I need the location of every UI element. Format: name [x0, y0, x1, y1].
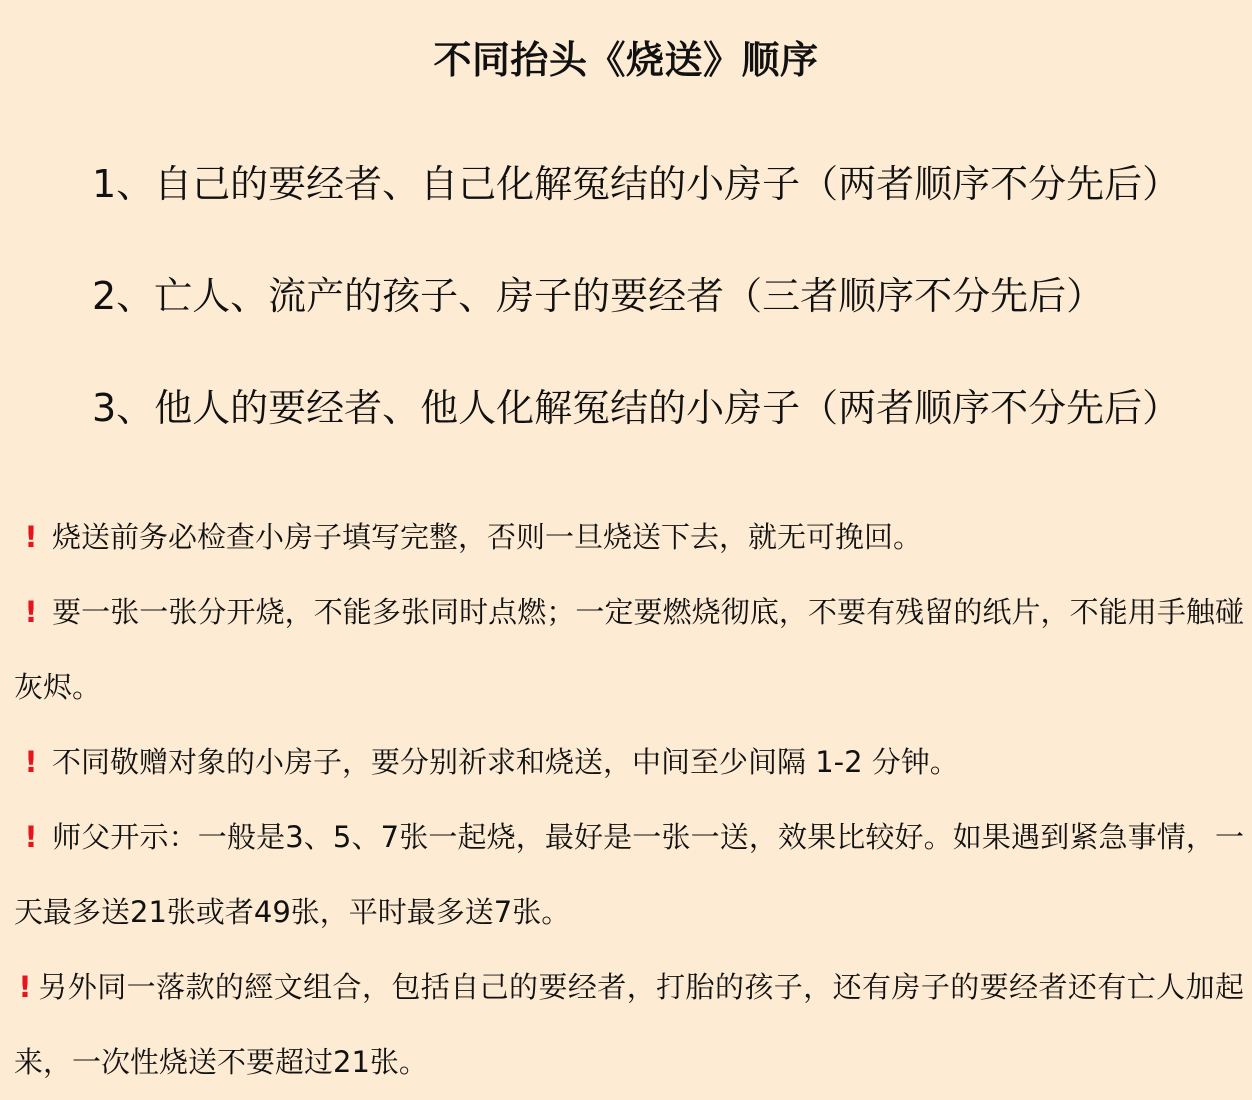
- note-4: [14, 800, 1244, 950]
- note-3: [14, 725, 1244, 800]
- exclamation-icon: !: [24, 520, 38, 554]
- note-1: [14, 500, 1244, 575]
- order-item-1: 1、自己的要经者、自己化解冤结的小房子（两者顺序不分先后）: [92, 162, 1181, 206]
- note-text: 不同敬赠对象的小房子，要分别祈求和烧送，中间至少间隔 1-2 分钟。: [52, 745, 959, 779]
- note-text: 要一张一张分开烧，不能多张同时点燃；一定要燃烧彻底，不要有残留的纸片，不能用手触碰灰烬。: [14, 595, 1244, 704]
- note-text: 师父开示：一般是3、5、7张一起烧，最好是一张一送，效果比较好。如果遇到紧急事情，一天最多送21张或者49张，平时最多送7张。: [14, 820, 1244, 929]
- order-item-3: 3、他人的要经者、他人化解冤结的小房子（两者顺序不分先后）: [92, 386, 1181, 430]
- note-text: 烧送前务必检查小房子填写完整，否则一旦烧送下去，就无可挽回。: [52, 520, 923, 554]
- page-title: 不同抬头《烧送》顺序: [433, 38, 819, 82]
- exclamation-icon: !: [24, 820, 38, 854]
- exclamation-icon: !: [18, 970, 32, 1004]
- notes-section: [14, 500, 1244, 1100]
- exclamation-icon: !: [24, 595, 38, 629]
- exclamation-icon: !: [24, 745, 38, 779]
- note-5: [14, 950, 1244, 1100]
- order-item-2: 2、亡人、流产的孩子、房子的要经者（三者顺序不分先后）: [92, 274, 1105, 318]
- note-2: [14, 575, 1244, 725]
- note-text: 另外同一落款的經文组合，包括自己的要经者，打胎的孩子，还有房子的要经者还有亡人加起来，一次性烧送不要超过21张。: [14, 970, 1244, 1079]
